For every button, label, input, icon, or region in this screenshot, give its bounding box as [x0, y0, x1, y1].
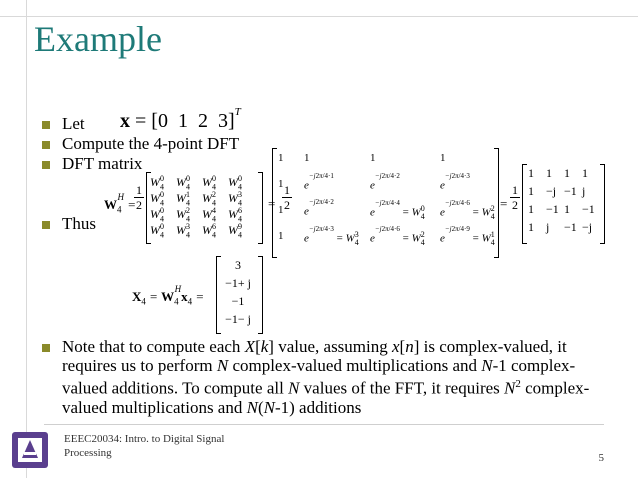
wmatrix-cell: $W_4^0$ — [150, 206, 164, 224]
exp-matrix-cell: 1 — [370, 152, 376, 164]
half-fraction: 1 2 — [136, 183, 142, 212]
exp-matrix-cell: $e^{-j2\pi/4\cdot 2}$ — [304, 198, 334, 218]
nummatrix-cell: 1 — [582, 166, 588, 180]
exp-matrix-cell: 1 — [278, 152, 284, 164]
nummatrix-cell: 1 — [564, 202, 570, 216]
wmatrix-cell: $W_4^1$ — [176, 190, 190, 208]
nummatrix-cell: −j — [546, 184, 557, 198]
wmatrix-cell: $W_4^9$ — [228, 222, 242, 240]
bullet-marker-2 — [42, 141, 50, 149]
nummatrix-cell: −1 — [564, 220, 577, 234]
wmatrix-cell: $W_4^0$ — [150, 222, 164, 240]
exp-matrix-left-bracket — [272, 148, 277, 258]
nummatrix-cell: 1 — [528, 184, 534, 198]
nummatrix-cell: 1 — [528, 220, 534, 234]
wh-label: $W_4^H$ = — [104, 192, 137, 215]
bullet-marker-4 — [42, 221, 50, 229]
wmatrix-cell: $W_4^3$ — [228, 190, 242, 208]
half-fraction-2: 1 2 — [284, 183, 290, 212]
slide-title: Example — [34, 19, 162, 59]
exp-matrix-cell: $e^{-j2\pi/4\cdot 6} = W_4^2$ — [440, 199, 495, 221]
exp-matrix-cell: 1 — [304, 152, 310, 164]
exp-matrix-cell: $e^{-j2\pi/4\cdot 4} = W_4^0$ — [370, 199, 425, 221]
bullet-marker-1 — [42, 121, 50, 129]
wmatrix-cell: $W_4^6$ — [228, 206, 242, 224]
wmatrix-cell: $W_4^0$ — [150, 174, 164, 192]
wmatrix-cell: $W_4^0$ — [176, 174, 190, 192]
university-logo-icon — [10, 430, 50, 470]
left-margin — [0, 0, 10, 410]
nummatrix-cell: 1 — [564, 166, 570, 180]
num-matrix-right-bracket — [600, 164, 605, 244]
exp-matrix-cell: $e^{-j2\pi/4\cdot 3}$ — [440, 172, 470, 192]
footer-rule — [44, 424, 604, 425]
nummatrix-cell: −1 — [564, 184, 577, 198]
wmatrix-cell: $W_4^0$ — [150, 190, 164, 208]
result-vector-entry: −1 — [231, 294, 245, 308]
footer-course: EEEC20034: Intro. to Digital Signal Processing — [64, 433, 225, 459]
wmatrix-cell: $W_4^3$ — [176, 222, 190, 240]
wmatrix-cell: $W_4^0$ — [202, 174, 216, 192]
nummatrix-cell: −1 — [546, 202, 559, 216]
exp-matrix-cell: 1 — [440, 152, 446, 164]
wmatrix-cell: $W_4^4$ — [202, 206, 216, 224]
nummatrix-cell: −1 — [582, 202, 595, 216]
nummatrix-cell: j — [582, 184, 586, 198]
result-vector-entry: −1− j — [225, 312, 251, 326]
top-guide-line — [0, 16, 638, 17]
bullet-let: Let — [62, 114, 85, 133]
exp-matrix-cell: $e^{-j2\pi/4\cdot 2}$ — [370, 172, 400, 192]
bullet-thus: Thus — [62, 214, 96, 233]
exp-matrix-cell: $e^{-j2\pi/4\cdot 3} = W_4^3$ — [304, 225, 359, 247]
result-vector-entry: 3 — [235, 258, 241, 272]
half-fraction-3: 1 2 — [512, 183, 518, 212]
wmatrix-cell: $W_4^6$ — [202, 222, 216, 240]
nummatrix-cell: j — [546, 220, 550, 234]
exp-matrix-cell: 1 — [278, 178, 284, 190]
result-right-bracket — [258, 256, 263, 334]
wmatrix-cell: $W_4^2$ — [202, 190, 216, 208]
nummatrix-cell: 1 — [528, 202, 534, 216]
page-number: 5 — [598, 452, 604, 464]
equals-sign-2: = — [500, 196, 508, 211]
exp-matrix-cell: 1 — [278, 230, 284, 242]
x-vector-equation: x = [0 1 2 3]$^T$ — [120, 106, 241, 132]
result-vector-entry: −1+ j — [225, 276, 251, 290]
w-matrix-right-bracket — [258, 172, 263, 244]
nummatrix-cell: 1 — [546, 166, 552, 180]
bullet-compute-dft: Compute the 4-point DFT — [62, 134, 240, 153]
wmatrix-cell: $W_4^0$ — [228, 174, 242, 192]
exp-matrix-cell: 1 — [278, 204, 284, 216]
bullet-dft-matrix: DFT matrix — [62, 154, 143, 173]
nummatrix-cell: 1 — [528, 166, 534, 180]
exp-matrix-cell: $e^{-j2\pi/4\cdot 1}$ — [304, 172, 334, 192]
result-label: $X_4 = W_4^Hx_4$ = — [132, 284, 205, 307]
exp-matrix-cell: $e^{-j2\pi/4\cdot 6} = W_4^2$ — [370, 225, 425, 247]
wmatrix-cell: $W_4^2$ — [176, 206, 190, 224]
left-guide-line — [26, 0, 27, 478]
nummatrix-cell: −j — [582, 220, 593, 234]
equals-sign-1: = — [268, 196, 276, 211]
exp-matrix-cell: $e^{-j2\pi/4\cdot 9} = W_4^1$ — [440, 225, 495, 247]
num-matrix-left-bracket — [522, 164, 527, 244]
bullet-marker-5 — [42, 344, 50, 352]
bullet-note: Note that to compute each X[k] value, assuming x[n] is complex-valued, it requires us to perform N complex-valued multiplications and N-1 complex-valued additions. To compute all N values of the FFT, it requires $N^2$ complex-valued multiplications and N(N-1) additions — [62, 337, 590, 417]
bullet-marker-3 — [42, 161, 50, 169]
